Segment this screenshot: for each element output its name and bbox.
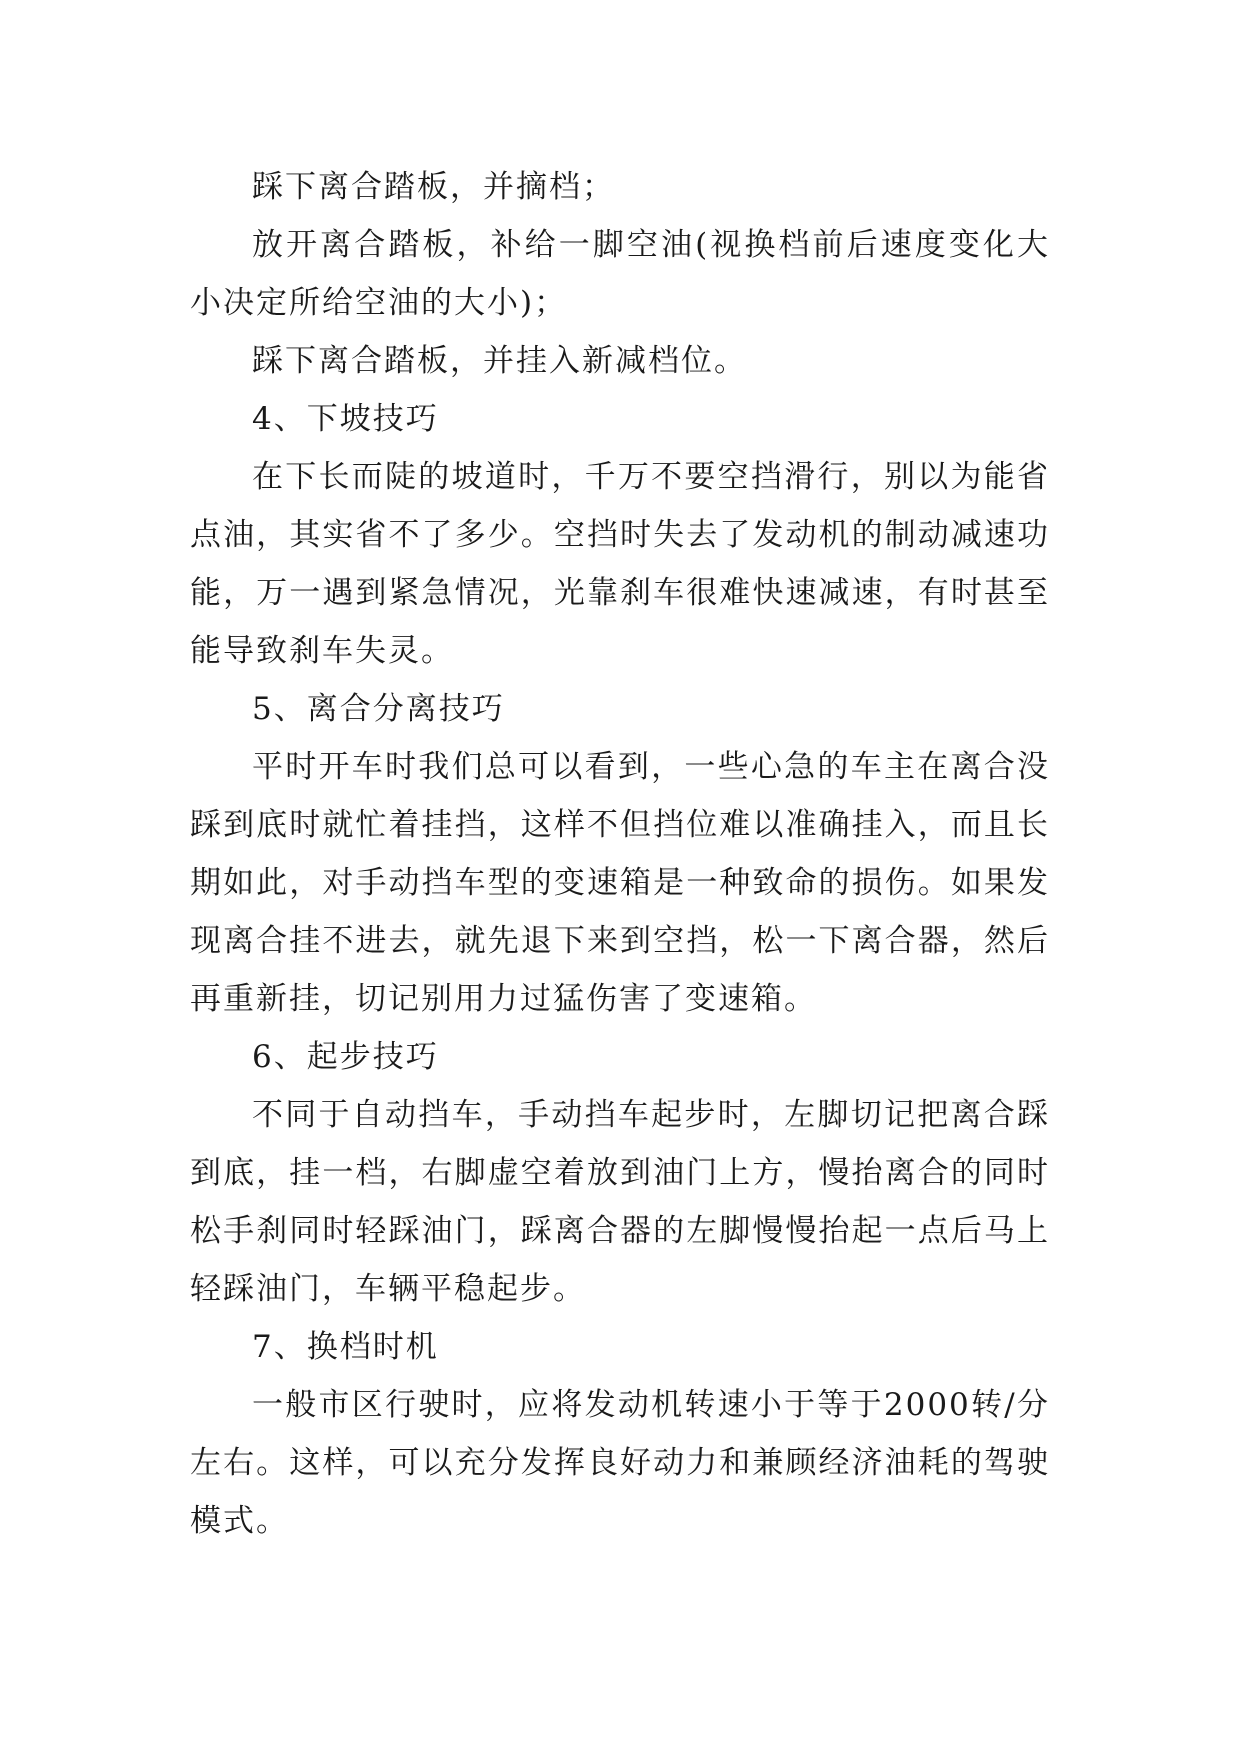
heading-starting: 6、起步技巧 [252, 1039, 439, 1075]
paragraph-step-throttle: 放开离合踏板，补给一脚空油(视换档前后速度变化大小决定所给空油的大小)； [190, 227, 1050, 321]
heading-downhill: 4、下坡技巧 [252, 401, 439, 437]
paragraph-step-engage-gear: 踩下离合踏板，并挂入新减档位。 [252, 343, 747, 379]
paragraph-shift-timing: 一般市区行驶时，应将发动机转速小于等于2000转/分左右。这样，可以充分发挥良好动力和兼顾经济油耗的驾驶模式。 [190, 1387, 1050, 1539]
document-body [190, 158, 1050, 1550]
paragraph-clutch: 平时开车时我们总可以看到，一些心急的车主在离合没踩到底时就忙着挂挡，这样不但挡位难以准确挂入，而且长期如此，对手动挡车型的变速箱是一种致命的损伤。如果发现离合挂不进去，就先退下来到空挡，松一下离合器，然后再重新挂，切记别用力过猛伤害了变速箱。 [190, 749, 1050, 1017]
heading-clutch: 5、离合分离技巧 [252, 691, 505, 727]
paragraph-step-disengage: 踩下离合踏板，并摘档； [252, 169, 615, 205]
heading-shift-timing: 7、换档时机 [252, 1329, 439, 1365]
paragraph-starting: 不同于自动挡车，手动挡车起步时，左脚切记把离合踩到底，挂一档，右脚虚空着放到油门上方，慢抬离合的同时松手刹同时轻踩油门，踩离合器的左脚慢慢抬起一点后马上轻踩油门，车辆平稳起步。 [190, 1097, 1050, 1307]
paragraph-downhill: 在下长而陡的坡道时，千万不要空挡滑行，别以为能省点油，其实省不了多少。空挡时失去了发动机的制动减速功能，万一遇到紧急情况，光靠刹车很难快速减速，有时甚至能导致刹车失灵。 [190, 459, 1050, 669]
